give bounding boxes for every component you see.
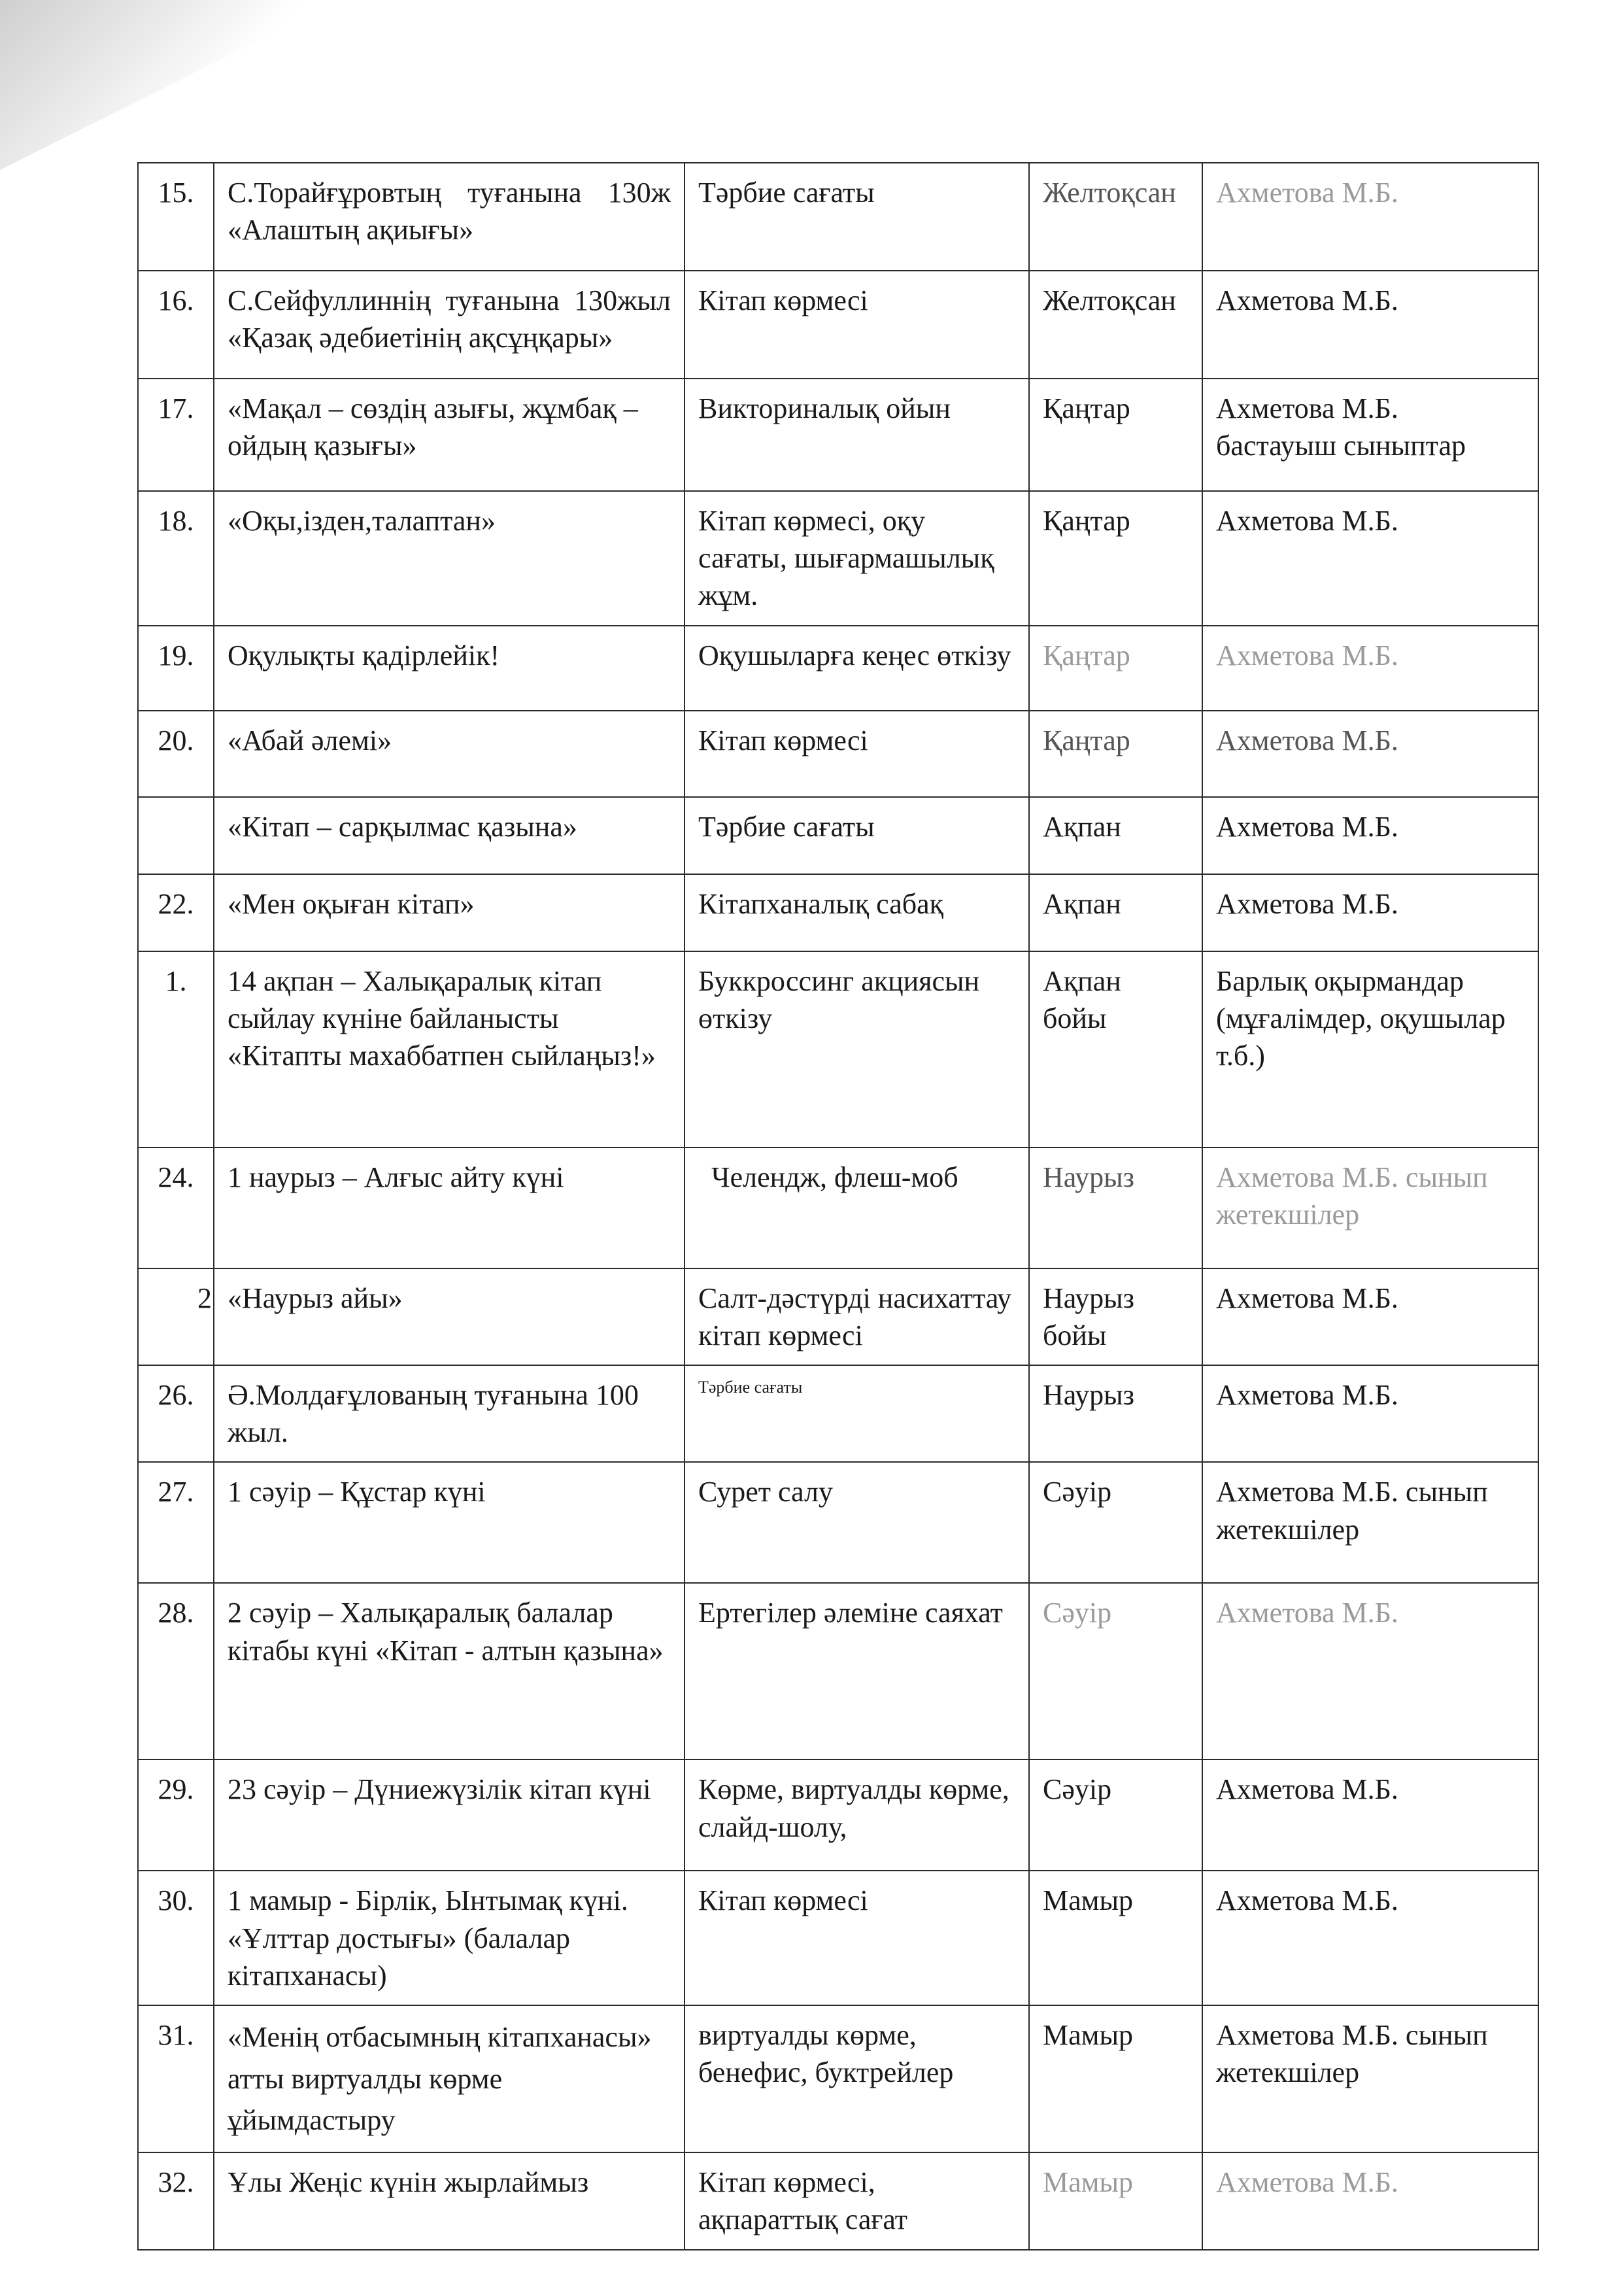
event-month: Ақпан xyxy=(1029,797,1202,874)
event-title: «Абай әлемі» xyxy=(214,711,685,797)
table-row xyxy=(138,711,1538,797)
event-month: Сәуір xyxy=(1029,1583,1202,1759)
event-form: Көрме, виртуалды көрме, слайд-шолу, xyxy=(685,1759,1029,1871)
row-number: 20. xyxy=(138,711,214,797)
table-row xyxy=(138,797,1538,874)
responsible: Ахметова М.Б. xyxy=(1202,163,1538,271)
table-row xyxy=(138,1759,1538,1871)
row-number xyxy=(138,797,214,874)
event-month: Қаңтар xyxy=(1029,379,1202,491)
responsible: Ахметова М.Б. xyxy=(1202,711,1538,797)
row-number: 16. xyxy=(138,271,214,379)
event-title: «Оқы,ізден,талаптан» xyxy=(214,491,685,626)
event-form: Кітапханалық сабақ xyxy=(685,874,1029,951)
row-number: 30. xyxy=(138,1871,214,2005)
event-form: Тәрбие сағаты xyxy=(685,797,1029,874)
event-month: Наурыз xyxy=(1029,1365,1202,1462)
event-month: Сәуір xyxy=(1029,1759,1202,1871)
row-number: 28. xyxy=(138,1583,214,1759)
event-title: 2 сәуір – Халықаралық балалар кітабы күні «Кітап - алтын қазына» xyxy=(214,1583,685,1759)
event-title: 14 ақпан – Халықаралық кітап сыйлау күніне байланысты «Кітапты махаббатпен сыйлаңыз!» xyxy=(214,951,685,1147)
row-number: 32. xyxy=(138,2152,214,2249)
event-title: 1 наурыз – Алғыс айту күні xyxy=(214,1147,685,1268)
table-row xyxy=(138,1268,1538,1365)
row-number: 19. xyxy=(138,626,214,711)
event-form: Оқушыларға кеңес өткізу xyxy=(685,626,1029,711)
responsible: Ахметова М.Б. xyxy=(1202,1365,1538,1462)
row-number: 15. xyxy=(138,163,214,271)
responsible: Ахметова М.Б. xyxy=(1202,1871,1538,2005)
page-corner-fold xyxy=(0,0,340,170)
table-row xyxy=(138,1147,1538,1268)
event-form: виртуалды көрме, бенефис, буктрейлер xyxy=(685,2005,1029,2152)
event-month: Мамыр xyxy=(1029,2005,1202,2152)
table-row xyxy=(138,491,1538,626)
event-title: Оқулықты қадірлейік! xyxy=(214,626,685,711)
event-plan-table xyxy=(137,162,1539,2251)
event-month: Желтоқсан xyxy=(1029,163,1202,271)
event-form: Салт-дәстүрді насихаттау кітап көрмесі xyxy=(685,1268,1029,1365)
responsible: Ахметова М.Б. xyxy=(1202,271,1538,379)
table-row xyxy=(138,379,1538,491)
event-title: 23 сәуір – Дүниежүзілік кітап күні xyxy=(214,1759,685,1871)
event-month: Сәуір xyxy=(1029,1462,1202,1583)
responsible: Ахметова М.Б. сынып жетекшілер xyxy=(1202,2005,1538,2152)
row-number: 17. xyxy=(138,379,214,491)
responsible: Ахметова М.Б. сынып жетекшілер xyxy=(1202,1147,1538,1268)
event-title: 1 сәуір – Құстар күні xyxy=(214,1462,685,1583)
event-title: 1 мамыр - Бірлік, Ынтымақ күні. «Ұлттар достығы» (балалар кітапханасы) xyxy=(214,1871,685,2005)
table-row xyxy=(138,1365,1538,1462)
event-form: Буккроссинг акциясын өткізу xyxy=(685,951,1029,1147)
table-row xyxy=(138,951,1538,1147)
event-form: Тәрбие сағаты xyxy=(685,163,1029,271)
event-title: Ұлы Жеңіс күнін жырлаймыз xyxy=(214,2152,685,2249)
event-month: Мамыр xyxy=(1029,1871,1202,2005)
event-month: Мамыр xyxy=(1029,2152,1202,2249)
event-form: Кітап көрмесі, ақпараттық сағат xyxy=(685,2152,1029,2249)
responsible: Ахметова М.Б. xyxy=(1202,874,1538,951)
responsible: Ахметова М.Б. xyxy=(1202,1583,1538,1759)
responsible: Ахметова М.Б. xyxy=(1202,626,1538,711)
event-form: Кітап көрмесі xyxy=(685,711,1029,797)
event-form: Викториналық ойын xyxy=(685,379,1029,491)
responsible: Ахметова М.Б. сынып жетекшілер xyxy=(1202,1462,1538,1583)
row-number: 18. xyxy=(138,491,214,626)
event-month: Ақпан бойы xyxy=(1029,951,1202,1147)
event-title: Ә.Молдағұлованың туғанына 100 жыл. xyxy=(214,1365,685,1462)
responsible: Ахметова М.Б. xyxy=(1202,797,1538,874)
responsible: Ахметова М.Б. xyxy=(1202,2152,1538,2249)
responsible: Ахметова М.Б. xyxy=(1202,1268,1538,1365)
event-form: Тәрбие сағаты xyxy=(685,1365,1029,1462)
table-row xyxy=(138,1583,1538,1759)
event-month: Наурыз xyxy=(1029,1147,1202,1268)
event-form: Кітап көрмесі xyxy=(685,1871,1029,2005)
row-number: 29. xyxy=(138,1759,214,1871)
table-row xyxy=(138,1462,1538,1583)
table-row xyxy=(138,2152,1538,2249)
table-row xyxy=(138,2005,1538,2152)
event-month: Қаңтар xyxy=(1029,491,1202,626)
row-number: 26. xyxy=(138,1365,214,1462)
event-month: Наурыз бойы xyxy=(1029,1268,1202,1365)
responsible: Барлық оқырмандар (мұғалімдер, оқушылар т.б.) xyxy=(1202,951,1538,1147)
event-month: Ақпан xyxy=(1029,874,1202,951)
event-title: «Наурыз айы» xyxy=(214,1268,685,1365)
row-number: 31. xyxy=(138,2005,214,2152)
table-row xyxy=(138,1871,1538,2005)
row-number: 22. xyxy=(138,874,214,951)
event-title: С.Торайғұровтың туғанына 130ж «Алаштың ақиығы» xyxy=(214,163,685,271)
row-number: 27. xyxy=(138,1462,214,1583)
event-title: «Мен оқыған кітап» xyxy=(214,874,685,951)
event-title: «Менің отбасымның кітапханасы» атты виртуалды көрме ұйымдастыру xyxy=(214,2005,685,2152)
responsible: Ахметова М.Б. бастауыш сыныптар xyxy=(1202,379,1538,491)
event-form: Кітап көрмесі, оқу сағаты, шығармашылық жұм. xyxy=(685,491,1029,626)
event-month: Қаңтар xyxy=(1029,711,1202,797)
table-row xyxy=(138,626,1538,711)
row-number: 24. xyxy=(138,1147,214,1268)
event-title: «Кітап – сарқылмас қазына» xyxy=(214,797,685,874)
event-month: Қаңтар xyxy=(1029,626,1202,711)
event-month: Желтоқсан xyxy=(1029,271,1202,379)
table-row xyxy=(138,163,1538,271)
event-form: Кітап көрмесі xyxy=(685,271,1029,379)
row-number: 2 xyxy=(138,1268,214,1365)
table-row xyxy=(138,271,1538,379)
event-title: С.Сейфуллиннің туғанына 130жыл «Қазақ әдебиетінің ақсұңқары» xyxy=(214,271,685,379)
event-form: Челендж, флеш-моб xyxy=(685,1147,1029,1268)
row-number: 1. xyxy=(138,951,214,1147)
responsible: Ахметова М.Б. xyxy=(1202,1759,1538,1871)
table-row xyxy=(138,874,1538,951)
event-title: «Мақал – сөздің азығы, жұмбақ – ойдың қазығы» xyxy=(214,379,685,491)
responsible: Ахметова М.Б. xyxy=(1202,491,1538,626)
event-form: Ертегілер әлеміне саяхат xyxy=(685,1583,1029,1759)
event-form: Сурет салу xyxy=(685,1462,1029,1583)
